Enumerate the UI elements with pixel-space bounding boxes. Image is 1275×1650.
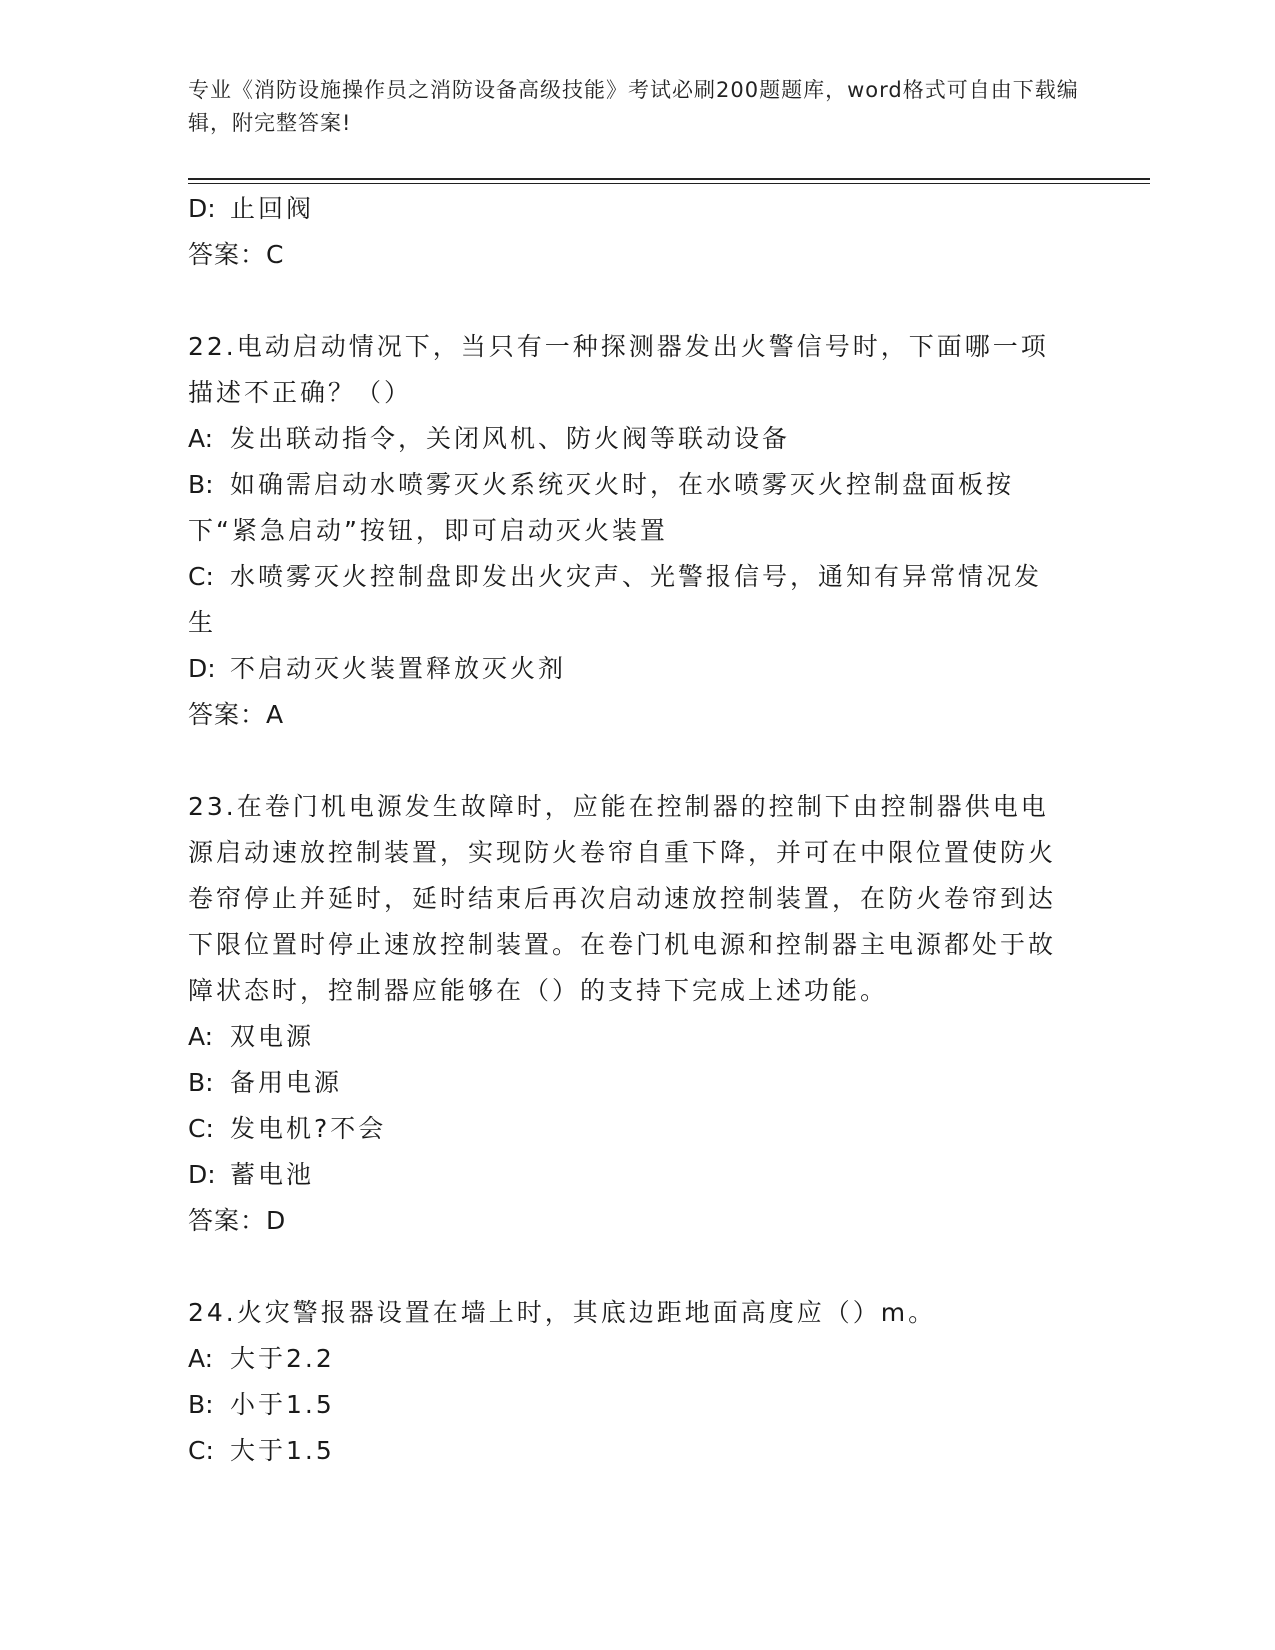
option-d	[188, 186, 1068, 232]
header-divider-thin	[188, 183, 1150, 184]
answer-line: 答案：A	[188, 700, 285, 729]
option-c	[188, 1428, 1068, 1474]
spacer	[188, 1244, 1068, 1290]
page-header: 专业《消防设施操作员之消防设备高级技能》考试必刷200题题库，word格式可自由下载编辑，附完整答案!	[188, 78, 1079, 135]
option-text: 止回阀	[230, 194, 315, 223]
option-label: D:	[188, 1160, 216, 1189]
option-a	[188, 416, 1068, 462]
option-text: 大于2.2	[230, 1344, 335, 1373]
document-body	[188, 186, 1068, 1474]
option-text: 双电源	[230, 1022, 315, 1051]
option-text: 发出联动指令，关闭风机、防火阀等联动设备	[230, 424, 791, 453]
option-a	[188, 1014, 1068, 1060]
option-text: 发电机?不会	[230, 1114, 387, 1143]
option-text: 蓄电池	[230, 1160, 315, 1189]
option-label: C:	[188, 1436, 214, 1465]
option-d	[188, 1152, 1068, 1198]
spacer	[188, 738, 1068, 784]
option-label: D:	[188, 194, 216, 223]
option-label: B:	[188, 1068, 214, 1097]
option-c	[188, 554, 1068, 646]
answer-line: 答案：C	[188, 240, 285, 269]
option-d	[188, 646, 1068, 692]
option-text: 备用电源	[230, 1068, 343, 1097]
option-b	[188, 462, 1068, 554]
option-c	[188, 1106, 1068, 1152]
option-text: 大于1.5	[230, 1436, 335, 1465]
header-divider	[188, 178, 1150, 180]
option-b	[188, 1382, 1068, 1428]
option-label: B:	[188, 1390, 214, 1419]
question-stem: 24.火灾警报器设置在墙上时，其底边距地面高度应（）m。	[188, 1298, 937, 1327]
option-label: C:	[188, 1114, 214, 1143]
spacer	[188, 278, 1068, 324]
option-label: B:	[188, 470, 214, 499]
option-text: 如确需启动水喷雾灭火系统灭火时，在水喷雾灭火控制盘面板按下“紧急启动”按钮，即可启动灭火装置	[188, 470, 1015, 545]
option-a	[188, 1336, 1068, 1382]
question-stem: 22.电动启动情况下，当只有一种探测器发出火警信号时，下面哪一项描述不正确？（）	[188, 332, 1049, 407]
option-b	[188, 1060, 1068, 1106]
option-text: 小于1.5	[230, 1390, 335, 1419]
answer-line: 答案：D	[188, 1206, 287, 1235]
option-text: 不启动灭火装置释放灭火剂	[230, 654, 567, 683]
option-label: A:	[188, 1022, 214, 1051]
option-label: D:	[188, 654, 216, 683]
question-stem: 23.在卷门机电源发生故障时，应能在控制器的控制下由控制器供电电源启动速放控制装置，实现防火卷帘自重下降，并可在中限位置使防火卷帘停止并延时，延时结束后再次启动速放控制装置，在防火卷帘到达下限位置时停止速放控制装置。在卷门机电源和控制器主电源都处于故障状态时，控制器应能够在（）的支持下完成上述功能。	[188, 792, 1057, 1005]
option-label: C:	[188, 562, 214, 591]
option-label: A:	[188, 424, 214, 453]
option-label: A:	[188, 1344, 214, 1373]
option-text: 水喷雾灭火控制盘即发出火灾声、光警报信号，通知有异常情况发生	[188, 562, 1043, 637]
